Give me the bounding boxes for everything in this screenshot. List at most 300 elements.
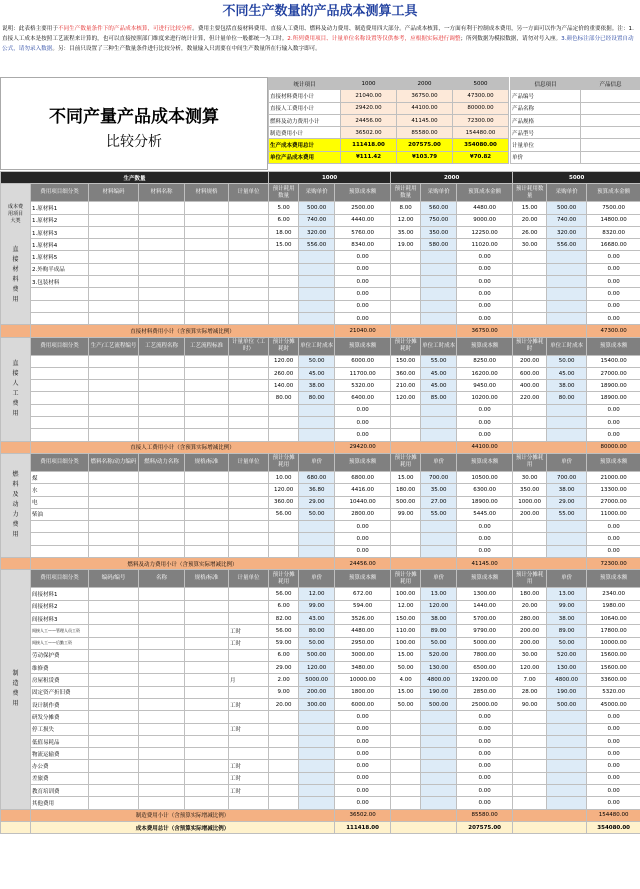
input-cell[interactable]: 6500.00 [457,662,513,674]
input-cell[interactable] [513,521,547,533]
input-cell[interactable]: 9450.00 [457,380,513,392]
input-cell[interactable]: 15600.00 [587,649,640,661]
input-cell[interactable] [229,471,269,483]
input-cell[interactable]: 594.00 [335,600,391,612]
input-cell[interactable] [89,288,139,300]
input-cell[interactable]: 工时 [229,772,269,784]
item-name[interactable]: 研发分摊费 [31,711,89,723]
input-cell[interactable] [185,508,229,520]
input-cell[interactable] [139,202,185,214]
item-name[interactable]: 电 [31,496,89,508]
input-cell[interactable]: 99.00 [391,508,421,520]
item-name[interactable]: 1.原材料1 [31,202,89,214]
input-cell[interactable] [139,735,185,747]
item-name[interactable] [31,380,89,392]
input-cell[interactable]: 0.00 [587,772,640,784]
input-cell[interactable]: 11020.00 [457,239,513,251]
input-cell[interactable] [229,276,269,288]
input-cell[interactable] [185,239,229,251]
input-cell[interactable]: 8250.00 [457,355,513,367]
input-cell[interactable]: 19.00 [391,239,421,251]
input-cell[interactable]: 33600.00 [587,674,640,686]
input-cell[interactable]: 1800.00 [335,686,391,698]
input-cell[interactable]: 9.00 [269,686,299,698]
item-name[interactable] [31,404,89,416]
input-cell[interactable] [185,723,229,735]
input-cell[interactable]: 15400.00 [587,355,640,367]
input-cell[interactable]: 50.00 [391,662,421,674]
input-cell[interactable] [185,417,229,429]
input-cell[interactable]: 400.00 [513,380,547,392]
input-cell[interactable]: 工时 [229,723,269,735]
input-cell[interactable] [513,760,547,772]
input-cell[interactable]: 3000.00 [335,649,391,661]
input-cell[interactable]: 0.00 [335,417,391,429]
item-name[interactable]: 其他费用 [31,797,89,809]
item-name[interactable]: 间接材料3 [31,612,89,624]
input-cell[interactable] [89,202,139,214]
input-cell[interactable]: 2800.00 [335,508,391,520]
input-cell[interactable]: 15.00 [513,202,547,214]
input-cell[interactable]: 0.00 [457,533,513,545]
input-cell[interactable]: 0.00 [587,797,640,809]
input-cell[interactable] [391,288,421,300]
input-cell[interactable]: 10440.00 [335,496,391,508]
input-cell[interactable]: 180.00 [513,588,547,600]
input-cell[interactable] [391,748,421,760]
input-cell[interactable] [89,367,139,379]
input-cell[interactable] [513,748,547,760]
input-cell[interactable]: 9790.00 [457,625,513,637]
input-cell[interactable]: 100.00 [391,637,421,649]
input-cell[interactable] [89,521,139,533]
input-cell[interactable]: 6.00 [269,214,299,226]
input-cell[interactable] [89,508,139,520]
input-cell[interactable] [89,312,139,324]
input-cell[interactable] [139,484,185,496]
input-cell[interactable] [269,300,299,312]
input-cell[interactable] [229,392,269,404]
input-cell[interactable] [139,686,185,698]
input-cell[interactable] [513,276,547,288]
input-cell[interactable] [185,226,229,238]
input-cell[interactable]: 0.00 [335,533,391,545]
input-cell[interactable]: 1000.00 [513,496,547,508]
input-cell[interactable] [391,760,421,772]
input-cell[interactable]: 0.00 [457,263,513,275]
input-cell[interactable]: 10.00 [269,471,299,483]
input-cell[interactable]: 200.00 [513,637,547,649]
input-cell[interactable]: 0.00 [587,404,640,416]
input-cell[interactable] [139,649,185,661]
input-cell[interactable]: 600.00 [513,367,547,379]
input-cell[interactable]: 0.00 [457,760,513,772]
input-cell[interactable]: 0.00 [587,711,640,723]
input-cell[interactable]: 59.00 [269,637,299,649]
input-cell[interactable]: 5320.00 [335,380,391,392]
input-cell[interactable] [185,276,229,288]
item-name[interactable]: 煤 [31,471,89,483]
input-cell[interactable] [513,417,547,429]
input-cell[interactable]: 5320.00 [587,686,640,698]
input-cell[interactable]: 120.00 [391,392,421,404]
input-cell[interactable] [229,367,269,379]
input-cell[interactable] [229,533,269,545]
input-cell[interactable]: 56.00 [269,508,299,520]
input-cell[interactable]: 25000.00 [457,698,513,710]
input-cell[interactable] [89,772,139,784]
input-cell[interactable]: 56.00 [269,625,299,637]
input-cell[interactable] [139,637,185,649]
input-cell[interactable] [185,662,229,674]
input-cell[interactable]: 月 [229,674,269,686]
input-cell[interactable] [139,367,185,379]
input-cell[interactable] [185,429,229,441]
input-cell[interactable] [89,355,139,367]
item-name[interactable]: 间接材料2 [31,600,89,612]
item-name[interactable] [31,392,89,404]
input-cell[interactable]: 6000.00 [335,355,391,367]
input-cell[interactable] [89,380,139,392]
input-cell[interactable] [185,637,229,649]
input-cell[interactable] [89,226,139,238]
item-name[interactable]: 1.原材料2 [31,214,89,226]
input-cell[interactable] [391,545,421,557]
input-cell[interactable] [391,429,421,441]
input-cell[interactable] [89,496,139,508]
input-cell[interactable]: 30.00 [513,471,547,483]
input-cell[interactable] [139,723,185,735]
input-cell[interactable]: 5445.00 [457,508,513,520]
input-cell[interactable] [89,711,139,723]
input-cell[interactable] [89,533,139,545]
input-cell[interactable]: 0.00 [457,772,513,784]
input-cell[interactable] [185,545,229,557]
input-cell[interactable]: 0.00 [335,785,391,797]
input-cell[interactable]: 7500.00 [587,202,640,214]
input-cell[interactable] [269,785,299,797]
input-cell[interactable]: 150.00 [391,612,421,624]
input-cell[interactable]: 工时 [229,625,269,637]
input-cell[interactable] [269,417,299,429]
input-cell[interactable]: 1980.00 [587,600,640,612]
input-cell[interactable] [185,214,229,226]
input-cell[interactable] [139,600,185,612]
input-cell[interactable] [269,748,299,760]
item-name[interactable]: 1.原材料3 [31,226,89,238]
input-cell[interactable] [185,649,229,661]
input-cell[interactable]: 1300.00 [457,588,513,600]
input-cell[interactable]: 0.00 [335,760,391,772]
input-cell[interactable]: 18900.00 [457,496,513,508]
input-cell[interactable]: 360.00 [269,496,299,508]
input-cell[interactable]: 28.00 [513,686,547,698]
input-cell[interactable]: 120.00 [269,484,299,496]
input-cell[interactable]: 0.00 [587,545,640,557]
item-name[interactable]: 维修费 [31,662,89,674]
input-cell[interactable] [269,760,299,772]
input-cell[interactable] [185,698,229,710]
input-cell[interactable] [139,288,185,300]
input-cell[interactable]: 82.00 [269,612,299,624]
input-cell[interactable] [391,772,421,784]
input-cell[interactable]: 18900.00 [587,380,640,392]
input-cell[interactable] [229,214,269,226]
input-cell[interactable]: 10640.00 [587,612,640,624]
input-cell[interactable]: 17800.00 [587,625,640,637]
input-cell[interactable]: 5700.00 [457,612,513,624]
input-cell[interactable] [391,251,421,263]
input-cell[interactable]: 110.00 [391,625,421,637]
item-name[interactable] [31,355,89,367]
input-cell[interactable] [185,785,229,797]
input-cell[interactable]: 11000.00 [587,508,640,520]
input-cell[interactable] [89,698,139,710]
input-cell[interactable]: 4416.00 [335,484,391,496]
input-cell[interactable] [269,772,299,784]
input-cell[interactable] [185,380,229,392]
input-cell[interactable] [139,355,185,367]
input-cell[interactable] [139,662,185,674]
item-name[interactable]: 间接人工——后勤工资 [31,637,89,649]
input-cell[interactable]: 120.00 [269,355,299,367]
input-cell[interactable] [139,429,185,441]
input-cell[interactable] [139,417,185,429]
input-cell[interactable]: 8.00 [391,202,421,214]
input-cell[interactable]: 工时 [229,760,269,772]
input-cell[interactable] [185,251,229,263]
input-cell[interactable] [139,533,185,545]
input-cell[interactable]: 0.00 [457,521,513,533]
input-cell[interactable] [185,797,229,809]
input-cell[interactable]: 0.00 [587,288,640,300]
input-cell[interactable] [229,202,269,214]
input-cell[interactable] [185,300,229,312]
input-cell[interactable] [229,748,269,760]
input-cell[interactable]: 56.00 [269,588,299,600]
input-cell[interactable]: 50.00 [391,698,421,710]
input-cell[interactable]: 0.00 [587,276,640,288]
input-cell[interactable]: 8340.00 [335,239,391,251]
input-cell[interactable]: 7.00 [513,674,547,686]
input-cell[interactable]: 0.00 [587,785,640,797]
info-value[interactable] [581,102,640,114]
input-cell[interactable]: 21000.00 [587,471,640,483]
input-cell[interactable]: 0.00 [587,521,640,533]
item-name[interactable] [31,367,89,379]
input-cell[interactable] [139,380,185,392]
input-cell[interactable]: 0.00 [587,760,640,772]
input-cell[interactable] [185,312,229,324]
input-cell[interactable]: 0.00 [457,417,513,429]
item-name[interactable] [31,417,89,429]
input-cell[interactable] [185,588,229,600]
input-cell[interactable]: 140.00 [269,380,299,392]
input-cell[interactable] [89,760,139,772]
input-cell[interactable]: 0.00 [457,276,513,288]
input-cell[interactable]: 工时 [229,698,269,710]
input-cell[interactable] [89,735,139,747]
input-cell[interactable]: 0.00 [457,735,513,747]
input-cell[interactable]: 19200.00 [457,674,513,686]
input-cell[interactable] [139,251,185,263]
input-cell[interactable] [269,533,299,545]
input-cell[interactable]: 180.00 [391,484,421,496]
input-cell[interactable] [513,263,547,275]
input-cell[interactable] [185,392,229,404]
input-cell[interactable]: 3480.00 [335,662,391,674]
input-cell[interactable] [89,276,139,288]
input-cell[interactable]: 4440.00 [335,214,391,226]
input-cell[interactable]: 2950.00 [335,637,391,649]
input-cell[interactable] [139,471,185,483]
input-cell[interactable] [229,612,269,624]
input-cell[interactable]: 12.00 [391,600,421,612]
input-cell[interactable] [391,404,421,416]
input-cell[interactable] [139,625,185,637]
input-cell[interactable]: 45000.00 [587,698,640,710]
input-cell[interactable] [139,772,185,784]
input-cell[interactable]: 20.00 [513,600,547,612]
item-name[interactable] [31,288,89,300]
input-cell[interactable]: 0.00 [335,735,391,747]
input-cell[interactable] [229,226,269,238]
input-cell[interactable] [185,735,229,747]
input-cell[interactable]: 6.00 [269,649,299,661]
input-cell[interactable] [89,545,139,557]
input-cell[interactable] [513,545,547,557]
input-cell[interactable]: 10200.00 [457,392,513,404]
input-cell[interactable]: 0.00 [587,533,640,545]
input-cell[interactable]: 280.00 [513,612,547,624]
input-cell[interactable]: 2340.00 [587,588,640,600]
input-cell[interactable] [269,288,299,300]
input-cell[interactable]: 2850.00 [457,686,513,698]
input-cell[interactable] [139,797,185,809]
input-cell[interactable] [513,312,547,324]
input-cell[interactable] [185,760,229,772]
input-cell[interactable] [185,471,229,483]
input-cell[interactable] [185,202,229,214]
item-name[interactable] [31,533,89,545]
qty-value[interactable]: 1000 [269,172,391,184]
input-cell[interactable] [89,625,139,637]
input-cell[interactable] [269,429,299,441]
input-cell[interactable] [229,312,269,324]
input-cell[interactable] [185,367,229,379]
item-name[interactable]: 差旅费 [31,772,89,784]
input-cell[interactable]: 0.00 [457,748,513,760]
input-cell[interactable] [269,251,299,263]
input-cell[interactable] [185,496,229,508]
input-cell[interactable]: 20.00 [269,698,299,710]
input-cell[interactable]: 0.00 [457,312,513,324]
input-cell[interactable] [89,404,139,416]
input-cell[interactable] [269,521,299,533]
input-cell[interactable] [139,263,185,275]
input-cell[interactable] [229,600,269,612]
input-cell[interactable]: 4480.00 [335,625,391,637]
input-cell[interactable] [89,686,139,698]
input-cell[interactable]: 6800.00 [335,471,391,483]
input-cell[interactable]: 0.00 [335,251,391,263]
input-cell[interactable]: 0.00 [457,723,513,735]
input-cell[interactable]: 0.00 [587,251,640,263]
input-cell[interactable]: 8320.00 [587,226,640,238]
input-cell[interactable] [513,772,547,784]
input-cell[interactable]: 15.00 [391,471,421,483]
input-cell[interactable]: 35.00 [391,226,421,238]
input-cell[interactable]: 0.00 [335,429,391,441]
input-cell[interactable] [229,735,269,747]
input-cell[interactable] [229,686,269,698]
input-cell[interactable] [229,300,269,312]
input-cell[interactable] [89,239,139,251]
input-cell[interactable] [229,239,269,251]
input-cell[interactable]: 0.00 [335,797,391,809]
input-cell[interactable] [391,312,421,324]
input-cell[interactable] [229,797,269,809]
input-cell[interactable] [513,429,547,441]
input-cell[interactable] [391,417,421,429]
input-cell[interactable] [89,662,139,674]
input-cell[interactable]: 120.00 [513,662,547,674]
input-cell[interactable]: 0.00 [335,748,391,760]
input-cell[interactable]: 0.00 [457,785,513,797]
item-name[interactable]: 劳动保护费 [31,649,89,661]
input-cell[interactable]: 200.00 [513,508,547,520]
item-name[interactable]: 办公费 [31,760,89,772]
input-cell[interactable]: 0.00 [335,521,391,533]
input-cell[interactable] [89,251,139,263]
input-cell[interactable]: 500.00 [391,496,421,508]
item-name[interactable]: 教育培训费 [31,785,89,797]
input-cell[interactable] [269,404,299,416]
input-cell[interactable] [229,288,269,300]
input-cell[interactable]: 0.00 [457,251,513,263]
input-cell[interactable]: 100.00 [391,588,421,600]
item-name[interactable]: 1.原材料4 [31,239,89,251]
input-cell[interactable]: 6400.00 [335,392,391,404]
item-name[interactable]: 间接材料1 [31,588,89,600]
input-cell[interactable] [513,735,547,747]
item-name[interactable]: 柴油 [31,508,89,520]
input-cell[interactable]: 12250.00 [457,226,513,238]
input-cell[interactable]: 5.00 [269,202,299,214]
input-cell[interactable] [391,711,421,723]
qty-value[interactable]: 5000 [513,172,640,184]
input-cell[interactable]: 6300.00 [457,484,513,496]
input-cell[interactable] [513,711,547,723]
input-cell[interactable] [185,533,229,545]
item-name[interactable]: 水 [31,484,89,496]
input-cell[interactable] [139,698,185,710]
input-cell[interactable]: 0.00 [587,300,640,312]
input-cell[interactable]: 220.00 [513,392,547,404]
input-cell[interactable]: 26.00 [513,226,547,238]
input-cell[interactable] [89,674,139,686]
input-cell[interactable]: 0.00 [335,772,391,784]
input-cell[interactable]: 0.00 [335,723,391,735]
input-cell[interactable] [139,711,185,723]
input-cell[interactable]: 0.00 [457,300,513,312]
input-cell[interactable] [513,533,547,545]
input-cell[interactable]: 5000.00 [457,637,513,649]
item-name[interactable]: 低值易耗品 [31,735,89,747]
item-name[interactable]: 1.原材料5 [31,251,89,263]
input-cell[interactable] [89,471,139,483]
input-cell[interactable] [391,797,421,809]
